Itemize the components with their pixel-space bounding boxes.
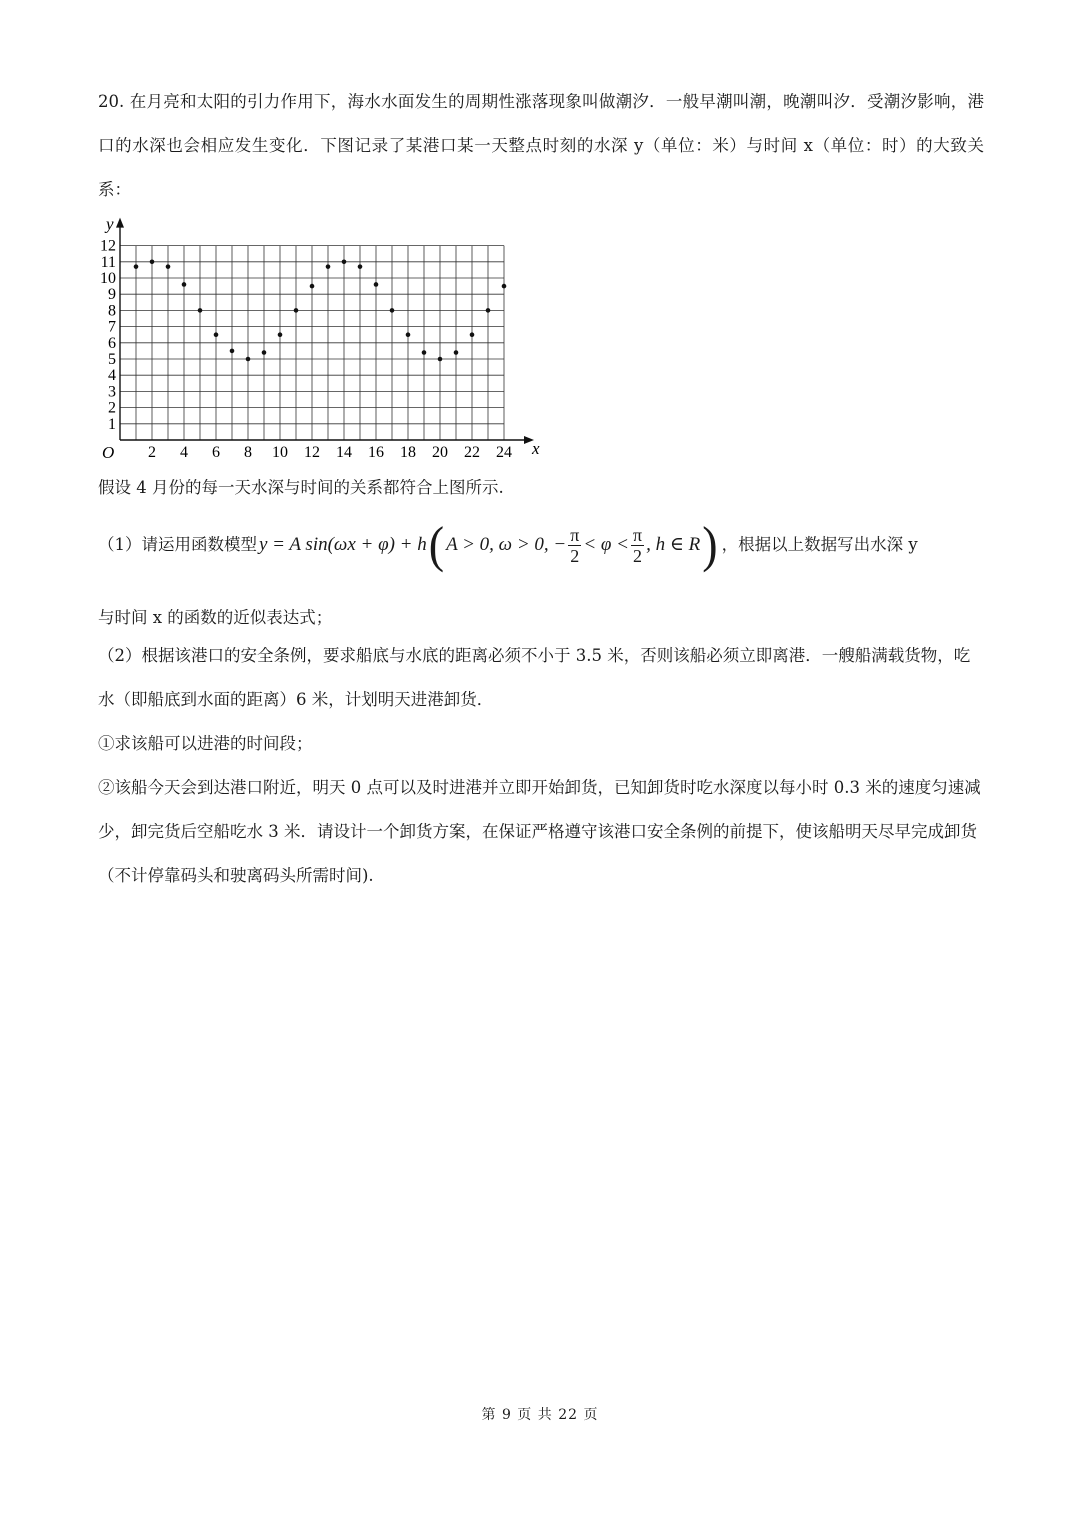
cond-b: , h ∈ R [646, 534, 701, 555]
neg-pi-over-2 [568, 525, 581, 566]
y-tick-label: 11 [100, 253, 116, 271]
data-point [294, 308, 299, 313]
q1-prefix: （1）请运用函数模型 [98, 535, 257, 554]
x-tick-label: 20 [432, 444, 448, 461]
data-point [454, 350, 459, 355]
y-tick-label: 10 [100, 270, 116, 287]
y-tick-label: 8 [108, 302, 116, 320]
data-point [374, 282, 379, 287]
cond-lt: < φ < [583, 534, 629, 555]
left-paren: ( [428, 516, 445, 573]
data-point [150, 260, 155, 265]
assumption-text: 假设 4 月份的每一天水深与时间的关系都符合上图所示. [98, 478, 504, 497]
x-tick-label: 2 [148, 444, 156, 461]
x-axis-label: x [532, 439, 540, 458]
x-tick-label: 8 [244, 444, 252, 461]
model-formula [259, 516, 720, 573]
x-tick-label: 6 [212, 444, 220, 461]
x-tick-label: 22 [464, 444, 480, 461]
data-point [438, 357, 443, 362]
y-tick-label: 3 [108, 383, 116, 401]
x-tick-label: 14 [336, 444, 352, 461]
q1-line-2: 与时间 x 的函数的近似表达式； [98, 608, 333, 627]
y-tick-label: 12 [100, 237, 116, 255]
y-tick-label: 7 [108, 318, 116, 336]
x-tick-label: 16 [368, 444, 384, 461]
x-tick-label: 18 [400, 444, 416, 461]
data-point [182, 282, 187, 287]
frac-den-2: 2 [633, 545, 643, 566]
pi-over-2 [631, 525, 644, 566]
question-2: （2）根据该港口的安全条例，要求船底与水底的距离必须不小于 3.5 米，否则该船必须立即离港．一艘船满载货物，吃水（即船底到水面的距离）6 米，计划明天进港卸货． [98, 646, 971, 709]
origin-label: O [102, 443, 115, 462]
data-point [422, 350, 427, 355]
frac-num-2: π [633, 524, 643, 545]
y-tick-label: 6 [108, 334, 116, 352]
data-point [470, 332, 475, 337]
data-point [342, 260, 347, 265]
frac-num: π [570, 524, 580, 545]
data-point [502, 284, 507, 289]
x-tick-label: 10 [272, 444, 288, 461]
y-tick-label: 5 [108, 351, 116, 368]
data-point [390, 308, 395, 313]
data-point [134, 264, 139, 269]
x-tick-label: 4 [180, 444, 188, 461]
data-point [406, 332, 411, 337]
data-point [214, 332, 219, 337]
y-tick-label: 2 [108, 399, 116, 417]
x-tick-label: 12 [304, 444, 320, 461]
y-tick-label: 4 [108, 367, 116, 385]
question-2-part-2: ②该船今天会到达港口附近，明天 0 点可以及时进港并立即开始卸货，已知卸货时吃水深度以每小时 0.3 米的速度匀速减少，卸完货后空船吃水 3 米．请设计一个卸货方案，在保证严格遵守该港口安全条例的前提下，使该船明天尽早完成卸货（不计停靠码头和驶离码头所需时间). [98, 778, 981, 885]
q1-suffix: ，根据以上数据写出水深 y [721, 535, 918, 554]
frac-den: 2 [570, 545, 580, 566]
data-point [326, 264, 331, 269]
data-point [358, 264, 363, 269]
data-point [278, 332, 283, 337]
page-footer: 第 9 页 共 22 页 [481, 1407, 599, 1423]
problem-intro: 20. 在月亮和太阳的引力作用下，海水水面发生的周期性涨落现象叫做潮汐．一般早潮叫潮，晚潮叫汐．受潮汐影响，港口的水深也会相应发生变化．下图记录了某港口某一天整点时刻的水深 y（单位：米）与时间 x（单位：时）的大致关系： [98, 92, 984, 199]
x-tick-labels [148, 444, 512, 461]
data-point [262, 350, 267, 355]
cond-a: A > 0, ω > 0, − [446, 534, 567, 555]
y-axis-label: y [106, 214, 114, 234]
y-tick-label: 9 [108, 286, 116, 304]
data-point [230, 349, 235, 354]
data-point [486, 308, 491, 313]
question-1 [98, 516, 984, 573]
chart-axes [116, 218, 534, 444]
data-point [310, 284, 315, 289]
right-paren: ) [702, 516, 718, 573]
data-point [246, 357, 251, 362]
formula-main: y = A sin(ωx + φ) + h [259, 534, 427, 555]
x-tick-label: 24 [496, 444, 512, 461]
chart-grid [120, 246, 504, 440]
y-tick-labels [100, 238, 116, 433]
data-point [166, 264, 171, 269]
y-axis-arrow [116, 218, 124, 228]
y-tick-label: 1 [108, 415, 116, 433]
tide-chart [96, 210, 546, 466]
question-2-part-1: ①求该船可以进港的时间段； [98, 734, 313, 753]
data-point [198, 308, 203, 313]
